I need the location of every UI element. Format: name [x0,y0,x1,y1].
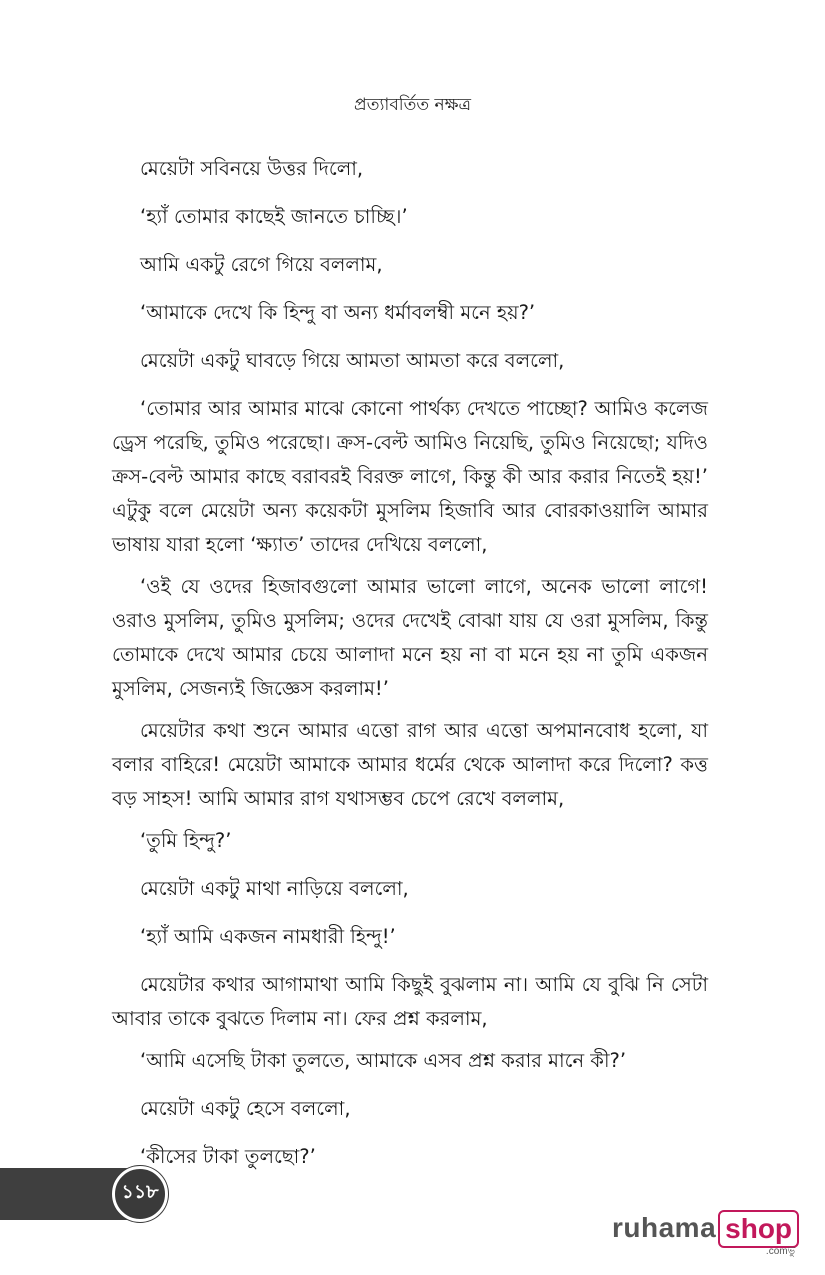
paragraph: ‘তোমার আর আমার মাঝে কোনো পার্থক্য দেখতে পাচ্ছো? আমিও কলেজ ড্রেস পরেছি, তুমিও পরেছো। ক্রস-বেল্ট আমিও নিয়েছি, তুমিও নিয়েছো; যদিও ক্রস-বেল্ট আমার কাছে বরাবরই বিরক্ত লাগে, কিন্তু কী আর করার নিতেই হয়!’ এটুকু বলে মেয়েটা অন্য কয়েকটা মুসলিম হিজাবি আর বোরকাওয়ালি আমার ভাষায় যারা হলো ‘ক্ষ্যাত’ তাদের দেখিয়ে বললো, [112,397,708,556]
logo-sub-text: .comভু [765,1246,796,1257]
paragraph: আমি একটু রেগে গিয়ে বললাম, [140,253,383,276]
paragraph: ‘কীসের টাকা তুলছো?’ [140,1145,316,1168]
paragraph: ‘হ্যাঁ তোমার কাছেই জানতে চাচ্ছি।’ [140,205,408,228]
paragraph: মেয়েটা সবিনয়ে উত্তর দিলো, [140,157,364,180]
paragraph: ‘আমি এসেছি টাকা তুলতে, আমাকে এসব প্রশ্ন করার মানে কী?’ [140,1049,627,1072]
paragraph: মেয়েটার কথা শুনে আমার এত্তো রাগ আর এত্তো অপমানবোধ হলো, যা বলার বাহিরে! মেয়েটা আমাকে আমার ধর্মের থেকে আলাদা করে দিলো? কত্ত বড় সাহস! আমি আমার রাগ যথাসম্ভব চেপে রেখে বললাম, [112,719,708,810]
paragraph: মেয়েটা একটু মাথা নাড়িয়ে বললো, [140,877,409,900]
page-body [112,152,708,1188]
paragraph: ‘তুমি হিন্দু?’ [140,829,232,852]
paragraph: মেয়েটার কথার আগামাথা আমি কিছুই বুঝলাম না। আমি যে বুঝি নি সেটা আবার তাকে বুঝতে দিলাম না। ফের প্রশ্ন করলাম, [112,973,708,1030]
paragraph: ‘আমাকে দেখে কি হিন্দু বা অন্য ধর্মাবলম্বী মনে হয়?’ [140,301,536,324]
page-number: ১১৮ [112,1166,168,1222]
paragraph: মেয়েটা একটু ঘাবড়ে গিয়ে আমতা আমতা করে বললো, [140,349,565,372]
paragraph: মেয়েটা একটু হেসে বললো, [140,1097,351,1120]
logo-shop-box [718,1210,799,1257]
paragraph: ‘ওই যে ওদের হিজাবগুলো আমার ভালো লাগে, অনেক ভালো লাগে! ওরাও মুসলিম, তুমিও মুসলিম; ওদের দেখেই বোঝা যায় যে ওরা মুসলিম, কিন্তু তোমাকে দেখে আমার চেয়ে আলাদা মনে হয় না বা মনে হয় না তুমি একজন মুসলিম, সেজন্যই জিজ্ঞেস করলাম!’ [112,575,708,700]
publisher-logo [612,1210,799,1257]
logo-shop-text: shop [725,1213,793,1244]
logo-main-text: ruhama [612,1212,717,1243]
paragraph: ‘হ্যাঁ আমি একজন নামধারী হিন্দু!’ [140,925,396,948]
running-header: প্রত্যাবর্তিত নক্ষত্র [354,95,471,115]
